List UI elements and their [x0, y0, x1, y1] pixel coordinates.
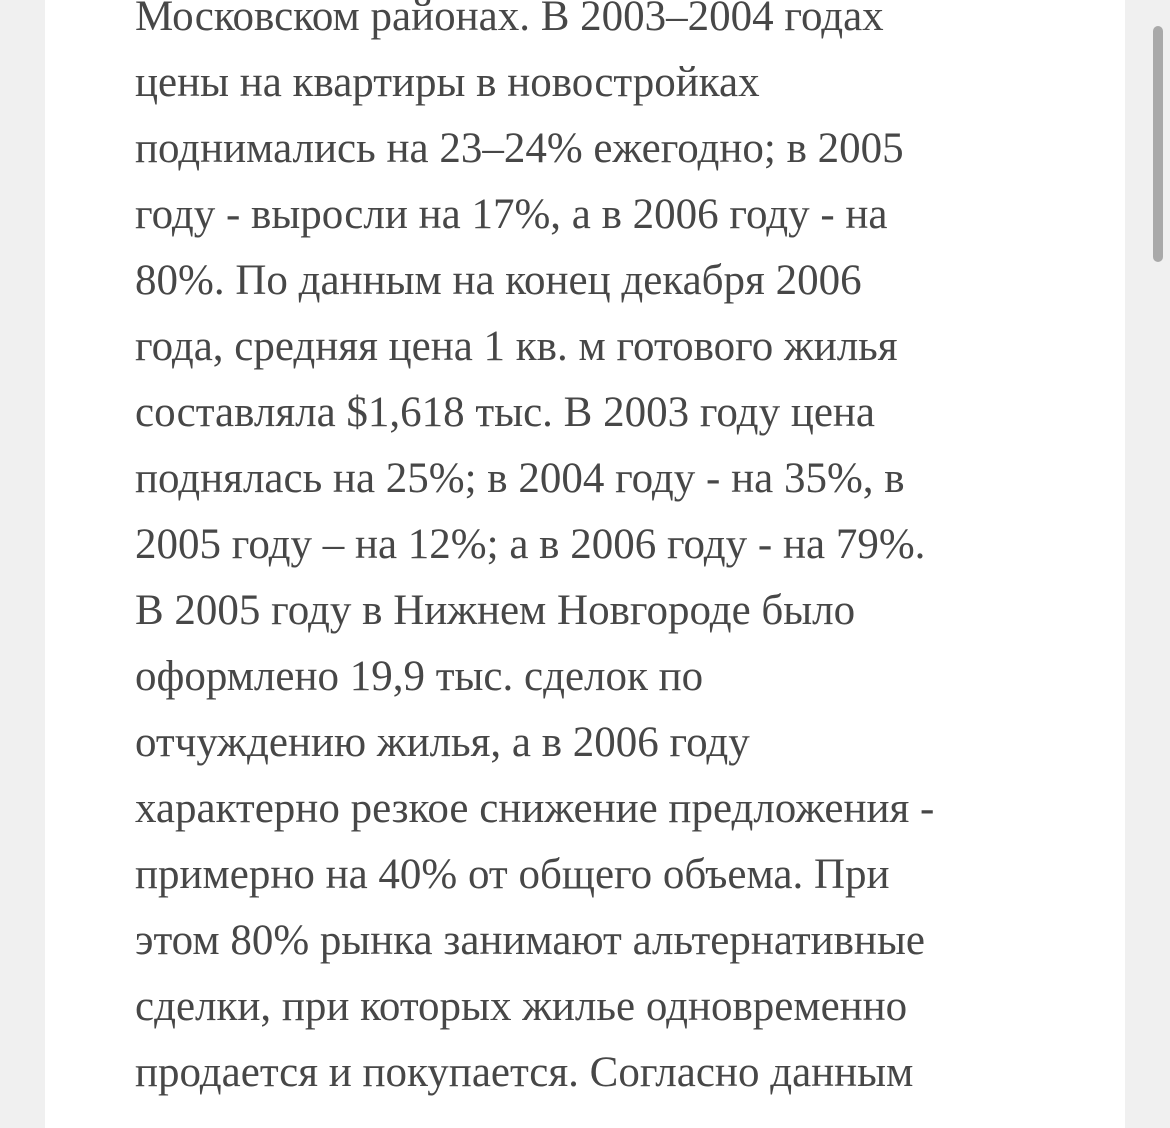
text-line: отчуждению жилья, а в 2006 году — [135, 719, 750, 766]
text-line: цены на квартиры в новостройках — [135, 59, 760, 106]
text-line: 2005 году – на 12%; а в 2006 году - на 79%. — [135, 521, 926, 568]
text-line: примерно на 40% от общего объема. При — [135, 851, 890, 898]
text-line: характерно резкое снижение предложения - — [135, 785, 935, 832]
text-line: оформлено 19,9 тыс. сделок по — [135, 653, 704, 700]
article-text — [135, 0, 1095, 1106]
scrollbar-thumb[interactable] — [1153, 26, 1163, 262]
text-line: 80%. По данным на конец декабря 2006 — [135, 257, 862, 304]
text-line: году - выросли на 17%, а в 2006 году - на — [135, 191, 888, 238]
text-line: поднялась на 25%; в 2004 году - на 35%, в — [135, 455, 905, 502]
text-line: этом 80% рынка занимают альтернативные — [135, 917, 925, 964]
text-line: Московском районах. В 2003–2004 годах — [135, 0, 884, 40]
document-page — [45, 0, 1125, 1128]
text-line: продается и покупается. Согласно данным — [135, 1049, 914, 1096]
text-line: поднимались на 23–24% ежегодно; в 2005 — [135, 125, 904, 172]
text-line: сделки, при которых жилье одновременно — [135, 983, 908, 1030]
text-line: В 2005 году в Нижнем Новгороде было — [135, 587, 856, 634]
text-line: года, средняя цена 1 кв. м готового жилья — [135, 323, 898, 370]
text-line: составляла $1,618 тыс. В 2003 году цена — [135, 389, 876, 436]
